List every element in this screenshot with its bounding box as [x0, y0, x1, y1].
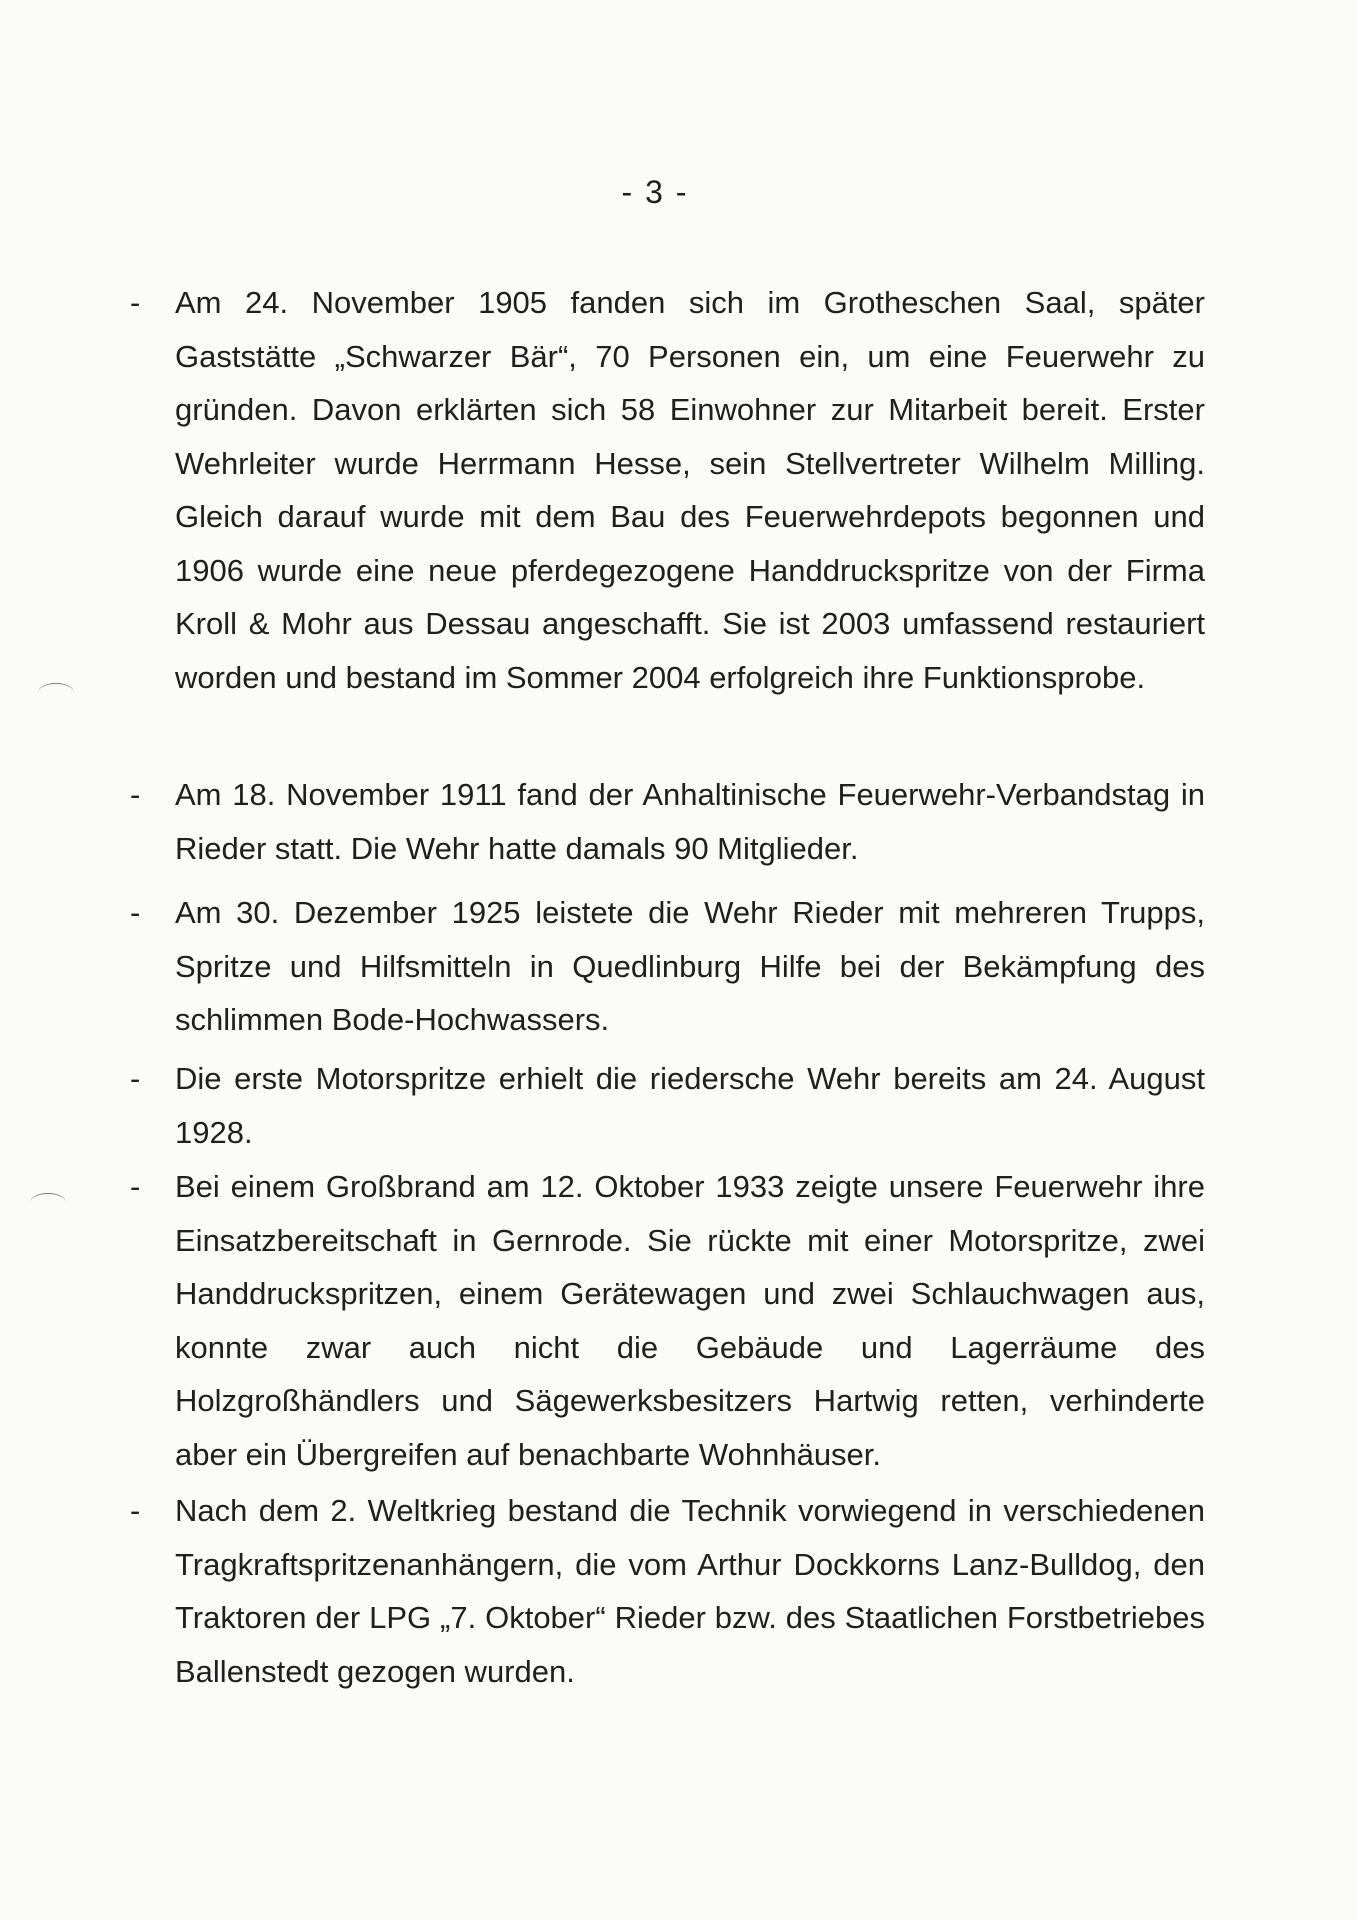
list-item	[130, 886, 1205, 1047]
list-bullet: -	[130, 1493, 141, 1528]
list-item	[130, 1484, 1205, 1698]
list-item-text: Die erste Motorspritze erhielt die riedersche Wehr bereits am 24. August 1928.	[175, 1061, 1205, 1150]
list-item-text: Bei einem Großbrand am 12. Oktober 1933 zeigte unsere Feuerwehr ihre Einsatzbereitschaft in Gernrode. Sie rückte mit einer Motorspritze, zwei Handdruckspritzen, einem Gerätewagen und zwei Schlauchwagen aus, konnte zwar auch nicht die Gebäude und Lagerräume des Holzgroßhändlers und Sägewerksbesitzers Hartwig retten, verhinderte aber ein Übergreifen auf benachbarte Wohnhäuser.	[175, 1169, 1205, 1472]
list-bullet: -	[130, 895, 141, 930]
list-item-text: Am 24. November 1905 fanden sich im Grotheschen Saal, später Gaststätte „Schwarzer Bär“, 70 Personen ein, um eine Feuerwehr zu gründen. Davon erklärten sich 58 Einwohner zur Mitarbeit bereit. Erster Wehrleiter wurde Herrmann Hesse, sein Stellvertreter Wilhelm Milling. Gleich darauf wurde mit dem Bau des Feuerwehrdepots begonnen und 1906 wurde eine neue pferdegezogene Handdruckspritze von der Firma Kroll & Mohr aus Dessau angeschafft. Sie ist 2003 umfassend restauriert worden und bestand im Sommer 2004 erfolgreich ihre Funktionsprobe.	[175, 285, 1205, 695]
list-item	[130, 276, 1205, 704]
list-bullet: -	[130, 1169, 141, 1204]
punch-hole-mark-bottom	[30, 1193, 66, 1212]
list-item-text: Am 18. November 1911 fand der Anhaltinische Feuerwehr-Verbandstag in Rieder statt. Die Wehr hatte damals 90 Mitglieder.	[175, 777, 1205, 866]
list-item	[130, 1160, 1205, 1481]
punch-hole-mark-top	[38, 683, 74, 702]
list-bullet: -	[130, 1061, 141, 1096]
list-item-text: Am 30. Dezember 1925 leistete die Wehr Rieder mit mehreren Trupps, Spritze und Hilfsmitteln in Quedlinburg Hilfe bei der Bekämpfung des schlimmen Bode-Hochwassers.	[175, 895, 1205, 1037]
list-bullet: -	[130, 777, 141, 812]
list-bullet: -	[130, 285, 141, 320]
page-number: - 3 -	[621, 174, 689, 210]
list-item	[130, 1052, 1205, 1159]
list-item-text: Nach dem 2. Weltkrieg bestand die Technik vorwiegend in verschiedenen Tragkraftspritzenanhängern, die vom Arthur Dockkorns Lanz-Bulldog, den Traktoren der LPG „7. Oktober“ Rieder bzw. des Staatlichen Forstbetriebes Ballenstedt gezogen wurden.	[175, 1493, 1205, 1689]
list-item	[130, 768, 1205, 875]
